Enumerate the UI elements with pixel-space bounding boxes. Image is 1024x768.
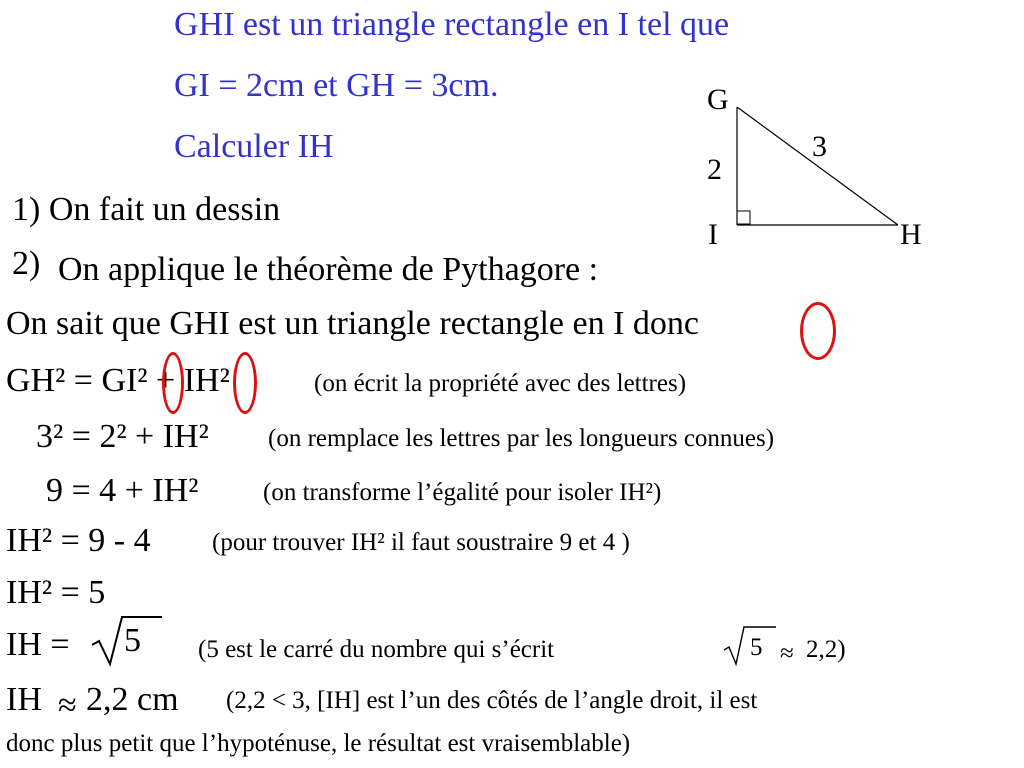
since-line: On sait que GHI est un triangle rectangle en I donc [6, 305, 699, 342]
highlight-oval-ih-i [233, 352, 257, 414]
equation-6-radicand: 5 [124, 622, 141, 659]
equation-7-note-line-2: donc plus petit que l’hypoténuse, le résultat est vraisemblable) [6, 730, 631, 757]
equation-1-note: (on écrit la propriété avec des lettres) [314, 370, 687, 397]
equation-2-note: (on remplace les lettres par les longueurs connues) [268, 425, 775, 452]
vertex-label-h: H [900, 218, 922, 251]
equation-7-value: 2,2 cm [86, 681, 179, 718]
equation-4: IH² = 9 - 4 [6, 522, 151, 559]
equation-6-lhs: IH = [6, 626, 70, 663]
equation-1: GH² = GI² + IH² [6, 362, 230, 399]
equation-6-note-approx: ≈ [780, 640, 794, 667]
step-2-text: On applique le théorème de Pythagore : [58, 251, 599, 288]
equation-5: IH² = 5 [6, 574, 106, 611]
highlight-oval-gi-i [162, 352, 184, 414]
statement-line-3: Calculer IH [174, 128, 334, 165]
equation-6-note-pre: (5 est le carré du nombre qui s’écrit [198, 636, 555, 663]
step-2-number: 2) [12, 245, 41, 282]
equation-7-note: (2,2 < 3, [IH] est l’un des côtés de l’angle droit, il est [226, 687, 758, 714]
statement-line-2: GI = 2cm et GH = 3cm. [174, 67, 499, 104]
equation-7-approx: ≈ [58, 687, 77, 724]
vertex-label-i: I [708, 218, 718, 251]
equation-3: 9 = 4 + IH² [46, 472, 199, 509]
equation-2: 3² = 2² + IH² [36, 418, 209, 455]
highlight-oval-right-angle-vertex [800, 302, 836, 360]
side-label-gh: 3 [812, 130, 827, 163]
equation-3-note: (on transforme l’égalité pour isoler IH²) [263, 479, 662, 506]
step-1: 1) On fait un dessin [12, 191, 281, 228]
equation-4-note: (pour trouver IH² il faut soustraire 9 et 4 ) [212, 529, 630, 556]
statement-line-1: GHI est un triangle rectangle en I tel que [174, 6, 730, 43]
vertex-label-g: G [707, 83, 729, 116]
equation-7-lhs: IH [6, 681, 42, 718]
equation-6-note-post: 2,2) [806, 636, 846, 663]
equation-6-note-radicand: 5 [750, 634, 763, 661]
side-label-gi: 2 [707, 153, 722, 186]
